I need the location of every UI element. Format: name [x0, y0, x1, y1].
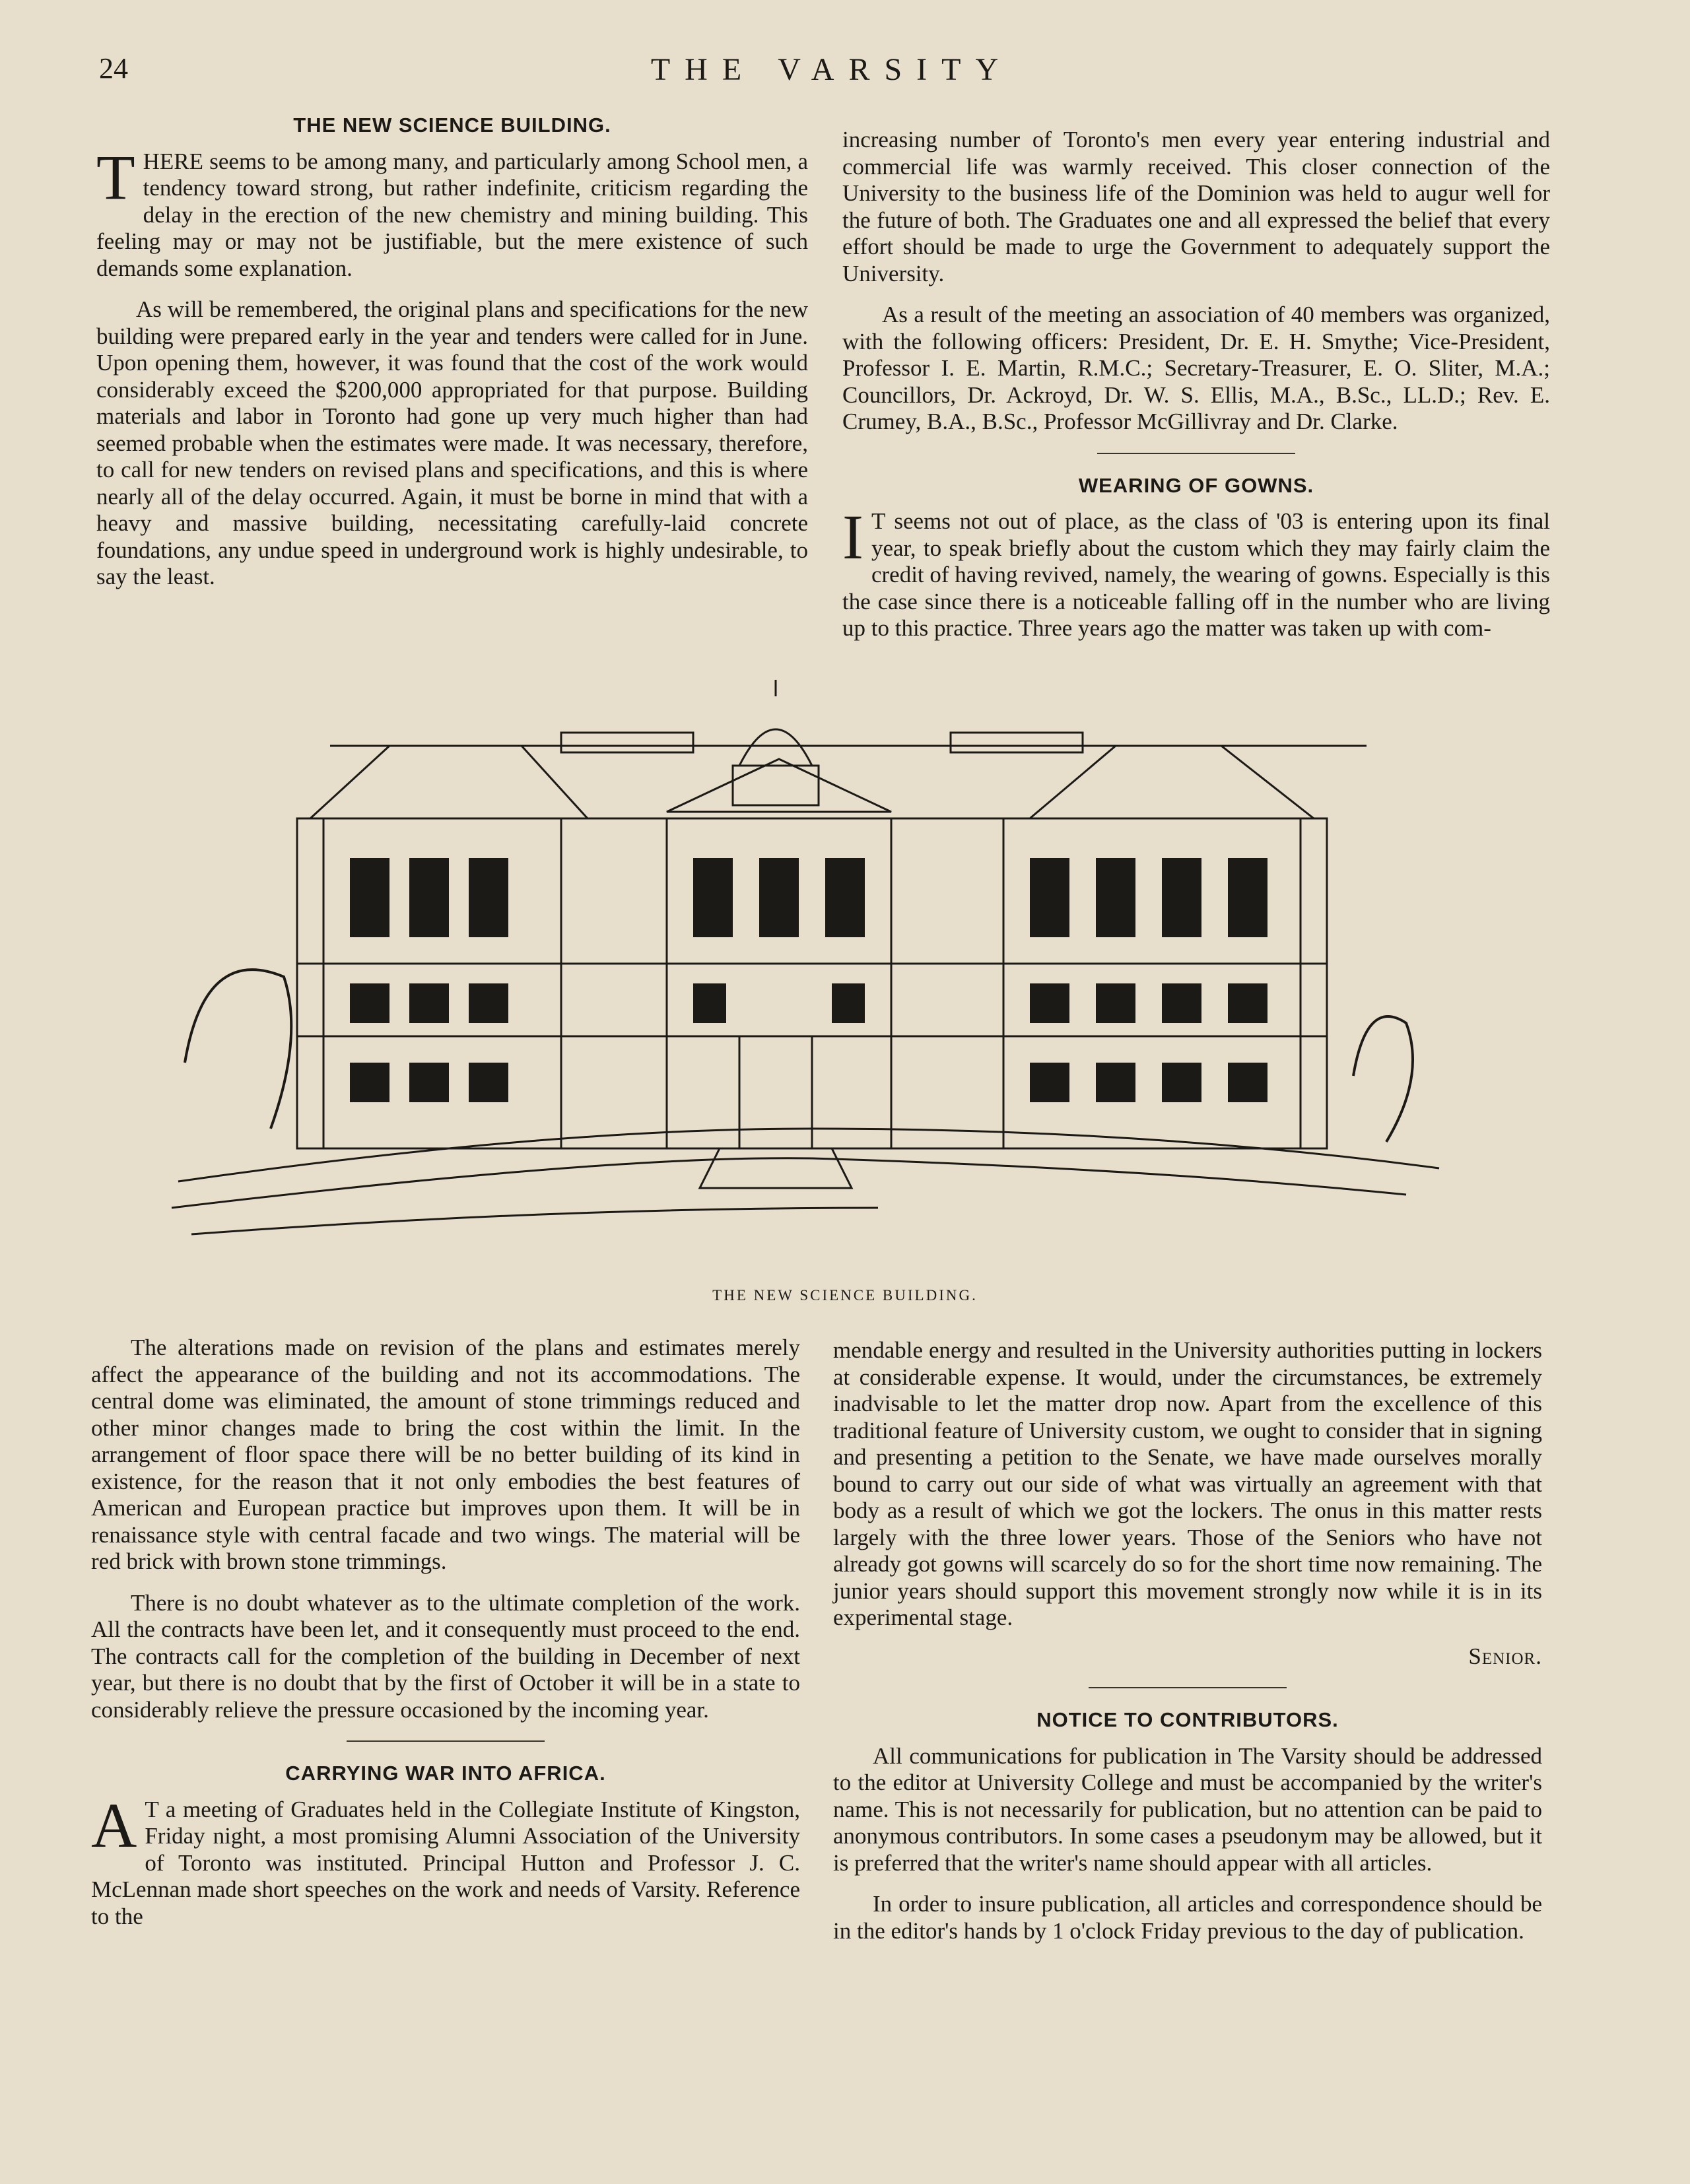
science-paragraph-1: THERE seems to be among many, and particularly among School men, a tendency toward strong, but rather indefinite, criticism regarding the delay in the erection of the new chemistry and mining building. This feeling may or may not be justifiable, but the mere existence of such demands some explanation. [96, 141, 808, 281]
figure-caption: THE NEW SCIENCE BUILDING. [712, 1287, 978, 1304]
gowns-paragraph-1: I T seems not out of place, as the class of '03 is entering upon its final year, to speak briefly about the custom which they may fairly claim the credit of having revived, namely, the wearing of gowns. Especially is this the case since there is a noticeable falling off in the number who are living up to this practice. Three years ago the matter was taken up with com- [842, 502, 1550, 641]
running-head: THE VARSITY [650, 52, 1013, 87]
left-column-bottom [91, 1335, 800, 1944]
gowns-drop-cap: I [842, 502, 863, 572]
notice-heading: NOTICE TO CONTRIBUTORS. [1036, 1708, 1339, 1731]
science-heading: THE NEW SCIENCE BUILDING. [293, 114, 611, 137]
right-column-bottom [833, 1337, 1542, 1959]
divider-rule [1097, 453, 1295, 454]
africa-paragraph-3: As a result of the meeting an association of 40 members was organized, with the following officers: President, Dr. E. H. Smythe; Vice-President, Professor I. E. Martin, R.M.C.; Secretary-Treasurer, E. O. Sliter, M.A.; Councillors, Dr. Ackroyd, Dr. W. S. Ellis, M.A., B.Sc., LL.D.; Rev. E. Crumey, B.A., B.Sc., Professor McGillivray and Dr. Clarke. [842, 302, 1550, 434]
page-header [99, 51, 1565, 98]
africa-paragraph-1: A T a meeting of Graduates held in the Collegiate Institute of Kingston, Friday night, a most promising Alumni Association of the University of Toronto was instituted. Principal Hutton and Professor J. C. McLennan made short speeches on the work and needs of Varsity. Reference to the [91, 1789, 800, 1929]
gowns-heading: WEARING OF GOWNS. [1078, 473, 1314, 497]
science-article-top [96, 112, 808, 605]
science-drop-cap: T [96, 141, 135, 213]
africa-paragraph-2: increasing number of Toronto's men every year entering industrial and commercial life was warmly received. This closer connection of the University to the business life of the Dominion was held to augur well for the future of both. The Graduates one and all expressed the belief that every effort should be made to urge the Government to adequately support the University. [842, 127, 1550, 286]
science-paragraph-3: The alterations made on revision of the plans and estimates merely affect the appearance of the building and not its accommodations. The central dome was eliminated, the amount of stone trimmings reduced and other minor changes made to bring the cost within the limit. In the arrangement of floor space there will be no better building of its kind in existence, for the reason that it not only embodies the best features of American and European practice but improves upon them. It will be in renaissance style with central facade and two wings. The material will be red brick with brown stone trimmings. [91, 1335, 800, 1574]
right-column-top [842, 127, 1550, 657]
science-paragraph-2: As will be remembered, the original plans and specifications for the new building were prepared early in the year and tenders were called for in June. Upon opening them, however, it was found that the cost of the work would considerably exceed the $200,000 appropriated for that purpose. Building materials and labor in Toronto had gone up very much higher than had seemed probable when the estimates were made. It was necessary, therefore, to call for new tenders on revised plans and specifications, and this is where nearly all of the delay occurred. Again, it must be borne in mind that with a heavy and massive building, necessitating carefully-laid concrete foundations, any undue speed in underground work is highly undesirable, to say the least. [96, 296, 808, 589]
notice-paragraph-1: All communications for publication in The Varsity should be addressed to the editor at University College and must be accompanied by the writer's name. This is not necessarily for publication, but no attention can be paid to anonymous contributors. In some cases a pseudonym may be allowed, but it is preferred that the writer's name should appear with all articles. [833, 1742, 1542, 1876]
signature: Senior. [1468, 1643, 1542, 1669]
divider-rule [347, 1740, 545, 1742]
page-number: 24 [99, 52, 128, 84]
divider-rule [1089, 1687, 1287, 1688]
science-paragraph-4: There is no doubt whatever as to the ultimate completion of the work. All the contracts have been let, and it consequently must proceed to the end. The contracts call for the completion of the building in December of next year, but there is no doubt that by the first of October it will be in a state to considerably relieve the pressure occasioned by the incoming year. [91, 1589, 800, 1723]
science-building-illustration [152, 667, 1472, 1274]
africa-drop-cap: A [91, 1789, 137, 1861]
africa-heading: CARRYING WAR INTO AFRICA. [285, 1762, 606, 1785]
notice-paragraph-2: In order to insure publication, all articles and correspondence should be in the editor's hands by 1 o'clock Friday previous to the day of publication. [833, 1891, 1542, 1944]
gowns-paragraph-2: mendable energy and resulted in the University authorities putting in lockers at considerable expense. It would, under the circumstances, be extremely inadvisable to let the matter drop now. Apart from the excellence of this traditional feature of University custom, we ought to consider that in signing and presenting a petition to the Senate, we have made ourselves morally bound to carry out our side of what was virtually an agreement with that body as a result of which we got the lockers. The onus in this matter rests largely with the three lower years. Those of the Seniors who have not already got gowns will scarcely do so for the short time now remaining. The junior years should support this movement strongly now while it is in its experimental stage. [833, 1337, 1542, 1630]
